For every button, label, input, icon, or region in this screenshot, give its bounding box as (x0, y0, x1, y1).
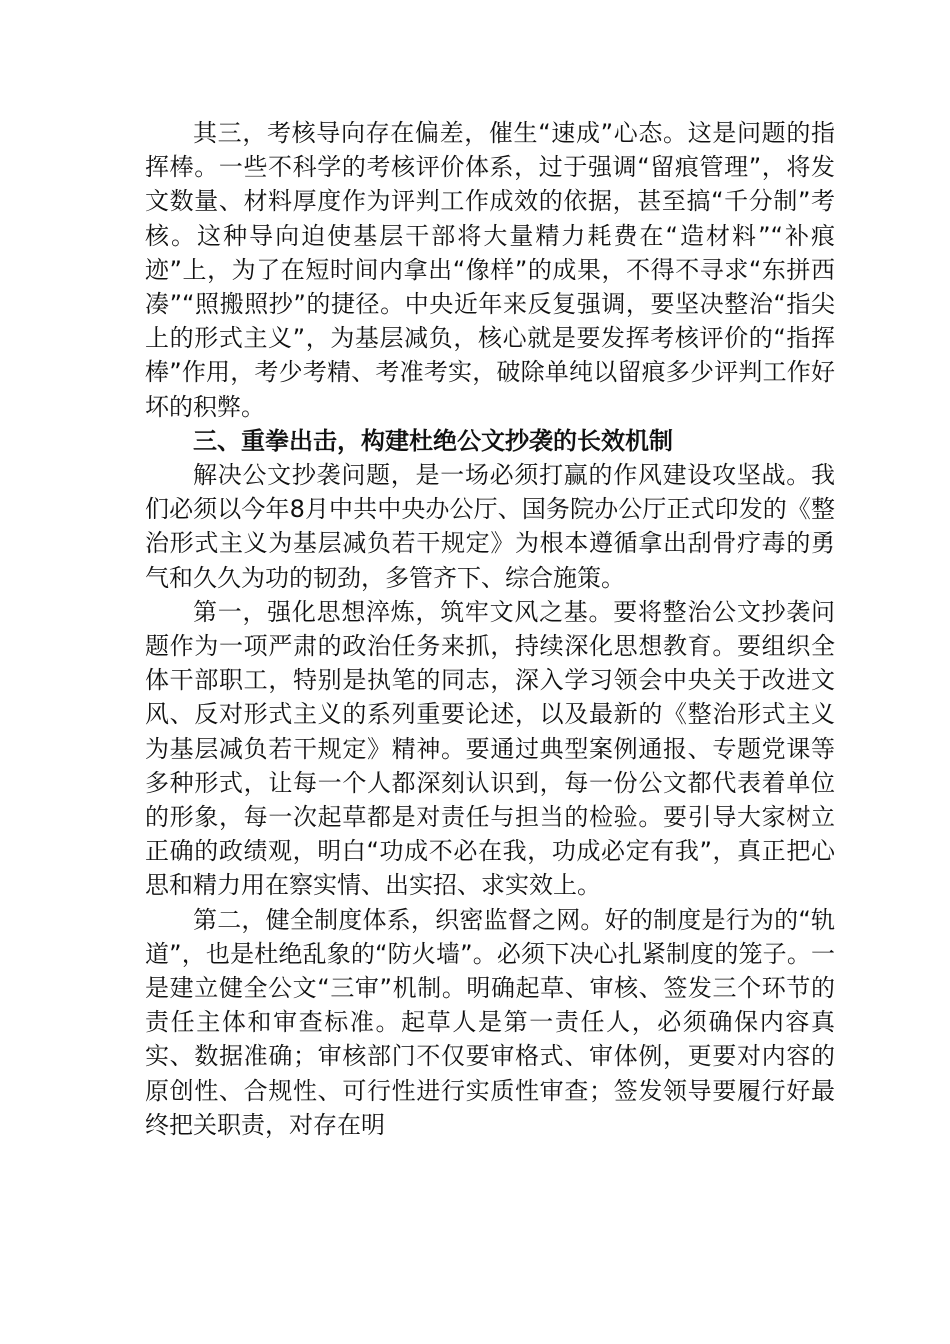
paragraph-assessment-bias: 其三，考核导向存在偏差，催生“速成”心态。这是问题的指挥棒。一些不科学的考核评价体系，过于强调“留痕管理”，将发文数量、材料厚度作为评判工作成效的依据，甚至搞“千分制”考核。这种导向迫使基层干部将大量精力耗费在“造材料”“补痕迹”上，为了在短时间内拿出“像样”的成果，不得不寻求“东拼西凑”“照搬照抄”的捷径。中央近年来反复强调，要坚决整治“指尖上的形式主义”，为基层减负，核心就是要发挥考核评价的“指挥棒”作用，考少考精、考准考实，破除单纯以留痕多少评判工作好坏的积弊。 (145, 119, 835, 421)
document-page (145, 116, 835, 1142)
paragraph-first-measure: 第一，强化思想淬炼，筑牢文风之基。要将整治公文抄袭问题作为一项严肃的政治任务来抓，持续深化思想教育。要组织全体干部职工，特别是执笔的同志，深入学习领会中央关于改进文风、反对形式主义的系列重要论述，以及最新的《整治形式主义为基层减负若干规定》精神。要通过典型案例通报、专题党课等多种形式，让每一个人都深刻认识到，每一份公文都代表着单位的形象，每一次起草都是对责任与担当的检验。要引导大家树立正确的政绩观，明白“功成不必在我，功成必定有我”，真正把心思和精力用在察实情、出实招、求实效上。 (145, 597, 835, 900)
paragraph-section-intro: 解决公文抄袭问题，是一场必须打赢的作风建设攻坚战。我们必须以今年8月中共中央办公厅、国务院办公厅正式印发的《整治形式主义为基层减负若干规定》为根本遵循拿出刮骨疗毒的勇气和久久为功的韧劲，多管齐下、综合施策。 (145, 461, 835, 592)
paragraph-second-measure: 第二，健全制度体系，织密监督之网。好的制度是行为的“轨道”，也是杜绝乱象的“防火墙”。必须下决心扎紧制度的笼子。一是建立健全公文“三审”机制。明确起草、审核、签发三个环节的责任主体和审查标准。起草人是第一责任人，必须确保内容真实、数据准确；审核部门不仅要审格式、审体例，更要对内容的原创性、合规性、可行性进行实质性审查；签发领导要履行好最终把关职责，对存在明 (145, 905, 835, 1139)
section-heading-3: 三、重拳出击，构建杜绝公文抄袭的长效机制 (193, 426, 673, 455)
